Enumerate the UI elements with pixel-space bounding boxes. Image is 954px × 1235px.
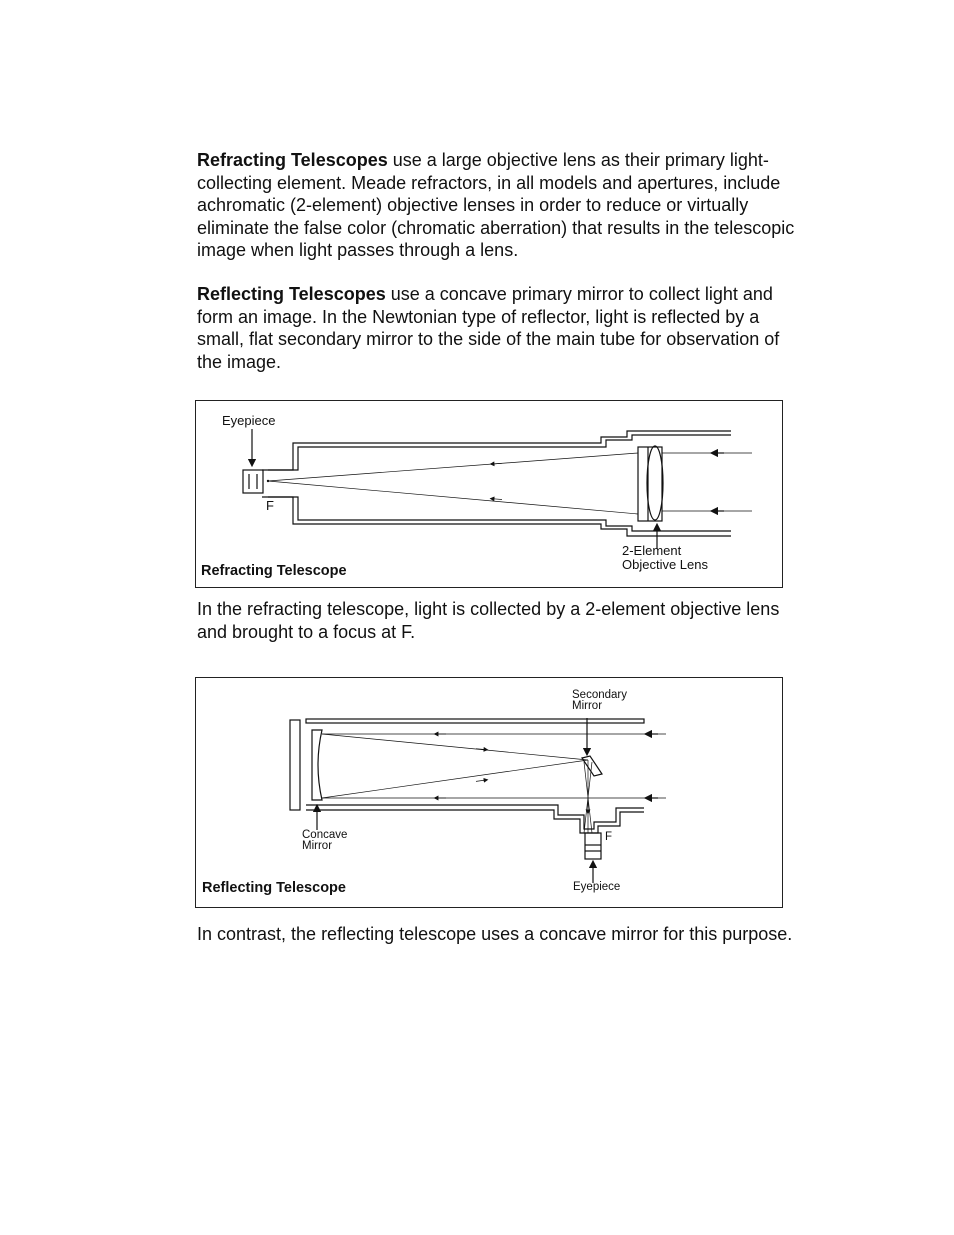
reflecting-text: use a concave primary mirror to collect light and form an image. In the Newtonian type of reflector, light is reflected by a small, flat secondary mirror to the side of the main tube for observation of the image. (197, 284, 780, 372)
refracting-paragraph (197, 149, 797, 262)
concave-mirror-label: Concave Mirror (302, 829, 348, 852)
reflecting-paragraph (197, 283, 797, 373)
eyepiece-label: Eyepiece (222, 413, 276, 428)
reflecting-telescope-figure (195, 677, 783, 908)
objective-lens-label: 2-Element Objective Lens (622, 543, 708, 572)
refracting-term: Refracting Telescopes (197, 150, 388, 170)
reflecting-term: Reflecting Telescopes (197, 284, 386, 304)
concave-mirror (312, 730, 322, 800)
reflector-eyepiece (585, 833, 601, 859)
refracting-telescope-figure (195, 400, 783, 588)
secondary-mirror-label: Secondary Mirror (572, 689, 627, 712)
refracting-figure-title: Refracting Telescope (201, 563, 347, 579)
refractor-tube-top (262, 431, 731, 470)
reflector-eyepiece-label: Eyepiece (573, 881, 621, 893)
reflecting-telescope-diagram (196, 678, 782, 907)
tube-end-cap (290, 720, 300, 810)
reflector-focus-label: F (605, 831, 613, 843)
reflecting-figure-title: Reflecting Telescope (202, 880, 346, 896)
reflector-tube-bottom (306, 805, 644, 829)
reflecting-caption: In contrast, the reflecting telescope uses a concave mirror for this purpose. (197, 924, 793, 944)
refracting-caption: In the refracting telescope, light is collected by a 2-element objective lens and brought to a focus at F. (197, 599, 780, 642)
focus-label: F (266, 498, 274, 513)
objective-lens (647, 446, 663, 520)
reflector-tube-top (306, 719, 644, 723)
refractor-eyepiece (243, 470, 263, 493)
refractor-tube-bottom (262, 497, 731, 536)
refracting-text: use a large objective lens as their primary light-collecting element. Meade refractors, in all models and apertures, include achromatic (2-element) objective lenses in order to reduce or virtually eliminate the false color (chromatic aberration) that results in the telescopic image when light passes through a lens. (197, 150, 795, 260)
